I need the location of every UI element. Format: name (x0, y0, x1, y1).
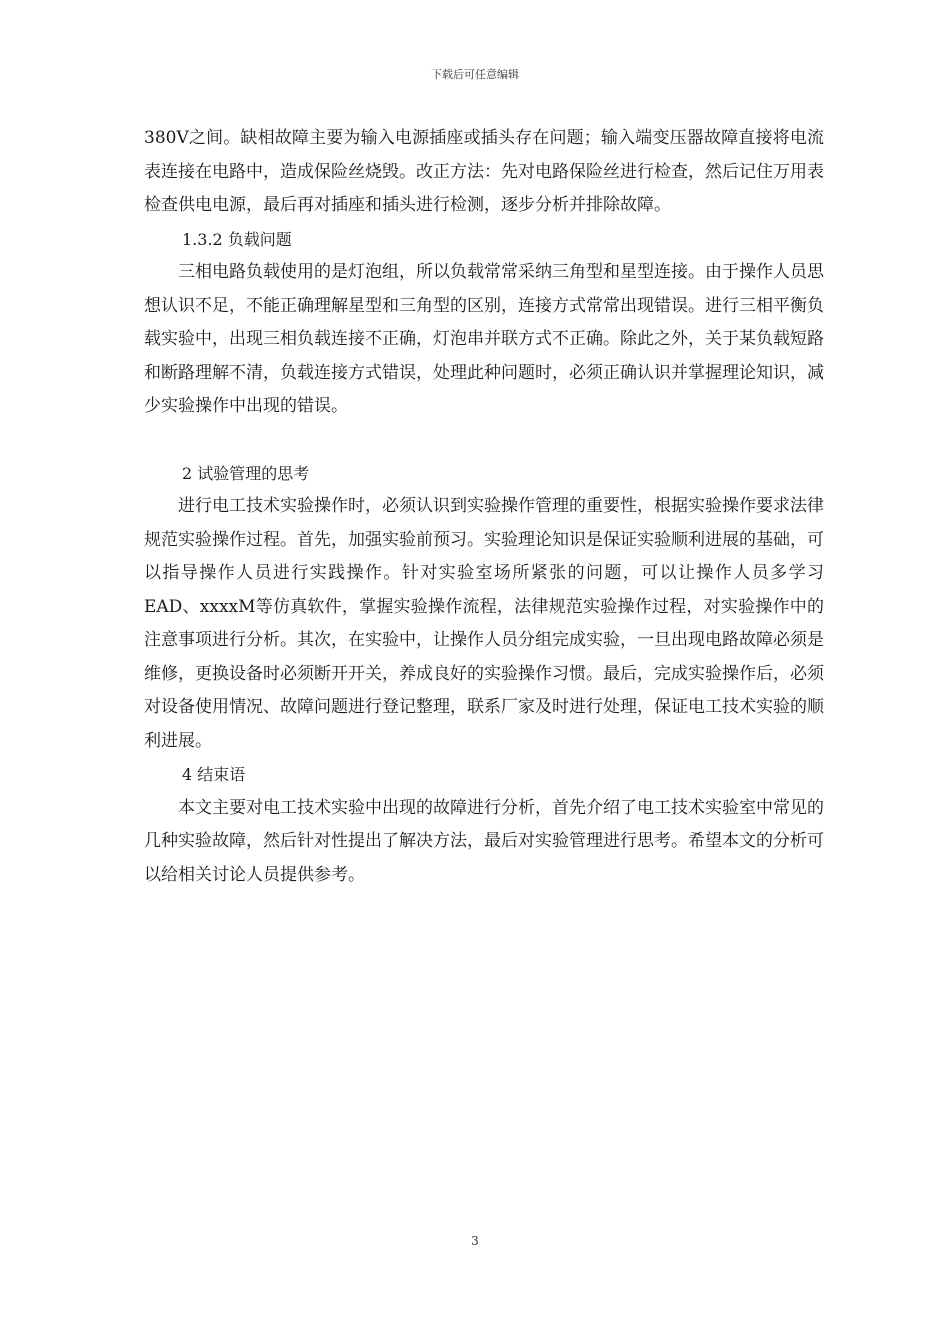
paragraph-continued: 380V之间。缺相故障主要为输入电源插座或插头存在问题；输入端变压器故障直接将电流表连接在电路中，造成保险丝烧毁。改正方法：先对电路保险丝进行检查，然后记住万用表检查供电电源，最后再对插座和插头进行检测，逐步分析并排除故障。 (144, 128, 824, 215)
paragraph-management: 进行电工技术实验操作时，必须认识到实验操作管理的重要性，根据实验操作要求法律规范实验操作过程。首先，加强实验前预习。实验理论知识是保证实验顺利进展的基础，可以指导操作人员进行实践操作。针对实验室场所紧张的问题，可以让操作人员多学习EAD、xxxxM等仿真软件，掌握实验操作流程，法律规范实验操作过程，对实验操作中的注意事项进行分析。其次，在实验中，让操作人员分组完成实验，一旦出现电路故障必须是维修，更换设备时必须断开开关，养成良好的实验操作习惯。最后，完成实验操作后，必须对设备使用情况、故障问题进行登记整理，联系厂家及时进行处理，保证电工技术实验的顺利进展。 (144, 496, 824, 751)
section-heading-2: 2 试验管理的思考 (182, 463, 310, 483)
document-body (144, 122, 824, 892)
page-number: 3 (471, 1234, 479, 1248)
paragraph-gap (144, 424, 824, 457)
page-header: 下载后可任意编辑 (431, 68, 519, 81)
section-heading-4: 4 结束语 (182, 765, 246, 784)
paragraph-load-problem: 三相电路负载使用的是灯泡组，所以负载常常采纳三角型和星型连接。由于操作人员思想认识不足，不能正确理解星型和三角型的区别，连接方式常常出现错误。进行三相平衡负载实验中，出现三相负载连接不正确，灯泡串并联方式不正确。除此之外，关于某负载短路和断路理解不清，负载连接方式错误，处理此种问题时，必须正确认识并掌握理论知识，减少实验操作中出现的错误。 (144, 262, 824, 416)
section-heading-1-3-2: 1.3.2 负载问题 (182, 229, 292, 249)
paragraph-conclusion: 本文主要对电工技术实验中出现的故障进行分析，首先介绍了电工技术实验室中常见的几种实验故障，然后针对性提出了解决方法，最后对实验管理进行思考。希望本文的分析可以给相关讨论人员提供参考。 (144, 797, 824, 885)
